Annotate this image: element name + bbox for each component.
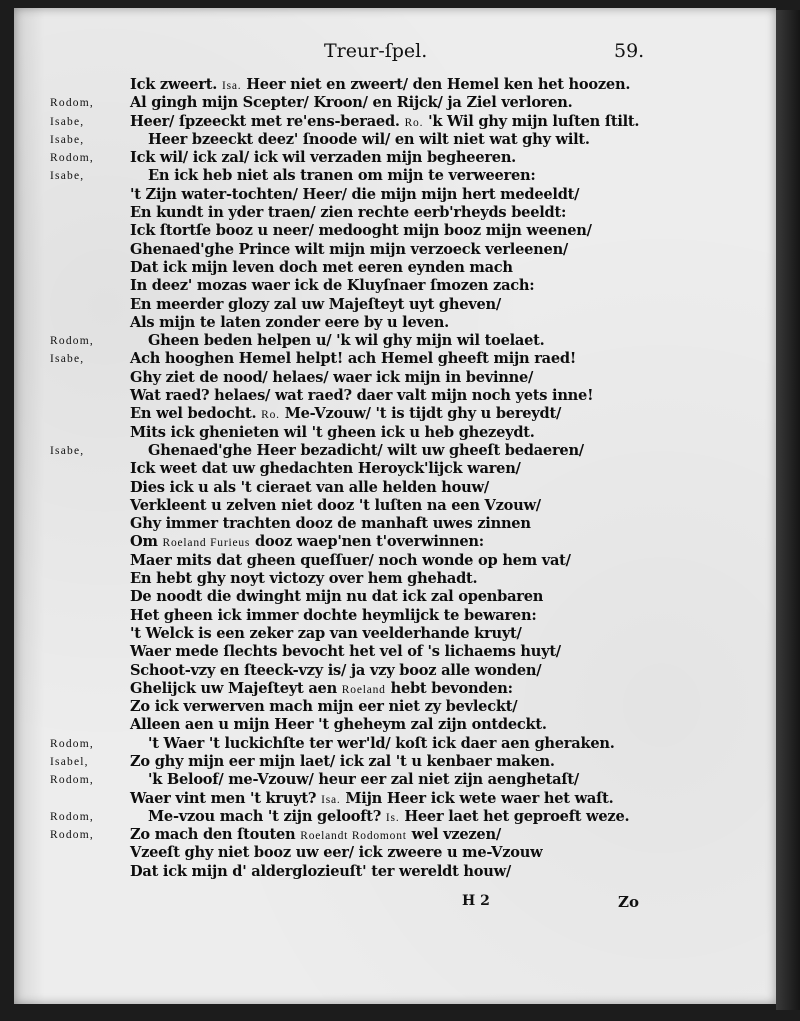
- inline-name: Isa.: [221, 80, 242, 92]
- verse-text-continued: Mijn Heer ick wete waer het waſt.: [345, 789, 614, 807]
- speaker-label: Rodom,: [50, 152, 94, 165]
- verse-line: [14, 588, 776, 606]
- verse-lines: [14, 76, 776, 881]
- verse-line: [14, 716, 776, 734]
- verse-text: [130, 424, 535, 442]
- verse-line: [14, 753, 776, 771]
- verse-text-continued: wel vzezen/: [411, 826, 501, 844]
- verse-text-main: De noodt die dwinght mijn nu dat ick zal openbaren: [130, 588, 544, 606]
- verse-text-main: In deez' mozas waer ick de Kluyſnaer ſmozen zach:: [130, 277, 535, 295]
- verse-text: [130, 497, 541, 515]
- verse-text-main: Mits ick ghenieten wil 't gheen ick u heb ghezeydt.: [130, 423, 535, 441]
- verse-text-continued: Heer niet en zweert/ den Hemel ken het hoozen.: [246, 76, 631, 93]
- verse-text-continued: dooz waep'nen t'overwinnen:: [255, 533, 484, 551]
- verse-text-main: 't Zijn water-tochten/ Heer/ die mijn mijn hert medeeldt/: [130, 185, 580, 203]
- verse-text-main: En wel bedocht.: [130, 405, 257, 423]
- verse-text: [130, 369, 533, 387]
- verse-text-main: Als mijn te laten zonder eere by u leven.: [130, 313, 449, 331]
- verse-text: [130, 76, 630, 95]
- verse-text: [148, 442, 584, 460]
- verse-text-main: Vzeeſt ghy niet booz uw eer/ ick zweere u me-Vzouw: [130, 844, 543, 862]
- verse-text-main: Al gingh mijn Scepter/ Kroon/ en Rijck/ ja Ziel verloren.: [130, 94, 573, 112]
- verse-text: [130, 204, 566, 222]
- verse-text: [130, 552, 571, 570]
- speaker-label: Rodom,: [50, 774, 94, 787]
- verse-text: [148, 771, 579, 789]
- verse-text: [130, 350, 576, 368]
- verse-text: [130, 625, 522, 643]
- inline-name: Isa.: [321, 793, 341, 806]
- verse-text-main: 't Welck is een zeker zap van veelderhande kruyt/: [130, 624, 522, 642]
- verse-text-main: Waer mede ſlechts bevocht het vel of 's lichaems huyt/: [130, 643, 561, 661]
- verse-line: [14, 625, 776, 643]
- verse-text-main: Wat raed? helaes/ wat raed? daer valt mijn noch yets inne!: [130, 387, 594, 405]
- verse-text-main: Zo mach den ſtouten: [130, 826, 296, 844]
- verse-text-main: Heer/ ſpzeeckt met re'ens-beraed.: [130, 112, 400, 130]
- verse-line: [14, 424, 776, 442]
- verse-line: [14, 479, 776, 497]
- verse-text-continued: Heer laet het geproeft weze.: [404, 807, 630, 825]
- verse-line: [14, 698, 776, 716]
- inline-name: Ro.: [404, 116, 424, 129]
- verse-text-main: En ick heb niet als tranen om mijn te verweeren:: [148, 167, 536, 185]
- verse-text-main: Ghy immer trachten dooz de manhaft uwes zinnen: [130, 515, 531, 533]
- verse-text: [130, 296, 501, 314]
- verse-text-main: Schoot-vzy en ſteeck-vzy is/ ja vzy booz alle wonden/: [130, 661, 542, 679]
- verse-text-continued: 'k Wil ghy mijn luſten ſtilt.: [428, 112, 640, 130]
- verse-line: [14, 863, 776, 881]
- verse-line: [14, 314, 776, 332]
- verse-line: [14, 296, 776, 314]
- verse-text: [130, 113, 639, 132]
- speaker-label: Rodom,: [50, 335, 94, 348]
- inline-name: Ro.: [261, 409, 280, 422]
- verse-text: [130, 94, 572, 112]
- verse-text: [130, 716, 547, 734]
- verse-line: [14, 405, 776, 423]
- verse-line: [14, 771, 776, 789]
- verse-line: [14, 259, 776, 277]
- verse-text-main: Zo ick verwerven mach mijn eer niet zy bevleckt/: [130, 698, 518, 716]
- verse-text: [130, 259, 513, 277]
- verse-text-main: En meerder glozy zal uw Majeſteyt uyt gheven/: [130, 295, 501, 313]
- verse-text: [148, 167, 536, 185]
- verse-text-main: Alleen aen u mijn Heer 't gheheym zal zijn ontdeckt.: [130, 716, 547, 734]
- speaker-label: Isabe,: [50, 133, 85, 146]
- verse-line: [14, 241, 776, 259]
- verse-line: [14, 149, 776, 167]
- verse-line: [14, 442, 776, 460]
- verse-text-main: Waer vint men 't kruyt?: [130, 789, 317, 807]
- verse-text-main: 'k Beloof/ me-Vzouw/ heur eer zal niet zijn aenghetaſt/: [148, 771, 579, 789]
- page-number: 59.: [614, 40, 645, 62]
- verse-text-main: Me-vzou mach 't zijn gelooft?: [148, 807, 382, 825]
- verse-text-main: Ghenaed'ghe Prince wilt mijn mijn verzoeck verleenen/: [130, 240, 569, 258]
- inline-name: Roeland: [341, 683, 386, 696]
- verse-text-main: Ick wil/ ick zal/ ick wil verzaden mijn begheeren.: [130, 149, 517, 167]
- verse-line: [14, 552, 776, 570]
- verse-line: [14, 735, 776, 753]
- verse-text: [130, 607, 536, 625]
- signature-mark: H 2: [462, 893, 490, 909]
- verse-text: [130, 460, 521, 478]
- verse-line: [14, 460, 776, 478]
- speaker-label: Rodom,: [50, 97, 94, 110]
- catchword: Zo: [618, 893, 639, 911]
- verse-line: [14, 662, 776, 680]
- speaker-label: Isabe,: [50, 115, 85, 128]
- speaker-label: Rodom,: [50, 737, 94, 750]
- verse-line: [14, 277, 776, 295]
- verse-text: [130, 588, 543, 606]
- inline-name: Roelandt Rodomont: [300, 830, 407, 843]
- verse-text-continued: hebt bevonden:: [390, 679, 513, 697]
- verse-text-main: Gheen beden helpen u/ 'k wil ghy mijn wil toelaet.: [148, 332, 545, 350]
- verse-text-main: Ick weet dat uw ghedachten Heroyck'lijck waren/: [130, 460, 521, 478]
- verse-line: [14, 680, 776, 698]
- speaker-label: Isabe,: [50, 444, 85, 457]
- verse-text-main: Om: [130, 533, 158, 551]
- verse-text-main: En kundt in yder traen/ zien rechte eerb'rheyds beeldt:: [130, 204, 567, 222]
- verse-text-main: Zo ghy mijn eer mijn laet/ ick zal 't u kenbaer maken.: [130, 752, 555, 770]
- verse-text-main: Heer bzeeckt deez' ſnoode wil/ en wilt niet wat ghy wilt.: [148, 130, 590, 148]
- verse-text: [130, 844, 542, 862]
- verse-text: [130, 753, 555, 771]
- verse-line: [14, 222, 776, 240]
- verse-text: [130, 149, 516, 167]
- verse-text: [130, 314, 449, 332]
- verse-line: [14, 808, 776, 826]
- verse-text-main: Dat ick mijn leven doch met eeren eynden mach: [130, 258, 513, 276]
- verse-text: [148, 735, 615, 753]
- verse-text: [148, 332, 544, 350]
- verse-line: [14, 844, 776, 862]
- verse-line: [14, 332, 776, 350]
- speaker-label: Isabe,: [50, 353, 85, 366]
- verse-text: [148, 131, 590, 149]
- speaker-label: Isabe,: [50, 170, 85, 183]
- verse-line: [14, 113, 776, 131]
- verse-line: [14, 131, 776, 149]
- verse-text: [130, 387, 593, 405]
- verse-line: [14, 790, 776, 808]
- verse-text: [130, 277, 534, 295]
- speaker-label: Isabel,: [50, 755, 89, 768]
- verse-line: [14, 94, 776, 112]
- verse-text: [130, 241, 568, 259]
- verse-text-main: Ick zweert.: [130, 76, 218, 93]
- verse-text: [130, 186, 579, 204]
- verse-text: [130, 680, 513, 699]
- verse-text-main: En hebt ghy noyt victozy over hem ghehadt.: [130, 570, 478, 588]
- verse-line: [14, 515, 776, 533]
- verse-line: [14, 369, 776, 387]
- verse-text: [130, 863, 511, 881]
- verse-line: [14, 387, 776, 405]
- verse-text-main: Ghenaed'ghe Heer bezadicht/ wilt uw gheeſt bedaeren/: [148, 441, 584, 459]
- verse-text-main: Het gheen ick immer dochte heymlijck te bewaren:: [130, 606, 537, 624]
- verse-text-main: Maer mits dat gheen queſſuer/ noch wonde op hem vat/: [130, 551, 571, 569]
- verse-text: [130, 515, 531, 533]
- verse-text-main: Ick ſtortſe booz u neer/ medooght mijn booz mijn weenen/: [130, 222, 592, 240]
- speaker-label: Rodom,: [50, 829, 94, 842]
- verse-text: [130, 222, 592, 240]
- verse-text: [130, 570, 477, 588]
- verse-text: [148, 808, 629, 827]
- verse-text: [130, 826, 501, 845]
- verse-text-main: Ghelijck uw Majeſteyt aen: [130, 679, 337, 697]
- verse-line: [14, 533, 776, 551]
- verse-line: [14, 204, 776, 222]
- running-head-title: Treur-ſpel.: [324, 40, 428, 62]
- verse-text: [130, 698, 517, 716]
- verse-text: [130, 479, 489, 497]
- verse-text-main: Ach hooghen Hemel helpt! ach Hemel gheeft mijn raed!: [130, 350, 577, 368]
- verse-line: [14, 76, 776, 94]
- verse-line: [14, 826, 776, 844]
- verse-text-continued: Me-Vzouw/ 't is tijdt ghy u bereydt/: [284, 405, 562, 423]
- verse-line: [14, 167, 776, 185]
- verse-text-main: 't Waer 't luckichſte ter wer'ld/ koſt ick daer aen gheraken.: [148, 734, 615, 752]
- verse-line: [14, 570, 776, 588]
- inline-name: Roeland Furieus: [162, 537, 251, 550]
- verse-text: [130, 533, 484, 552]
- verse-text-main: Dat ick mijn d' alderglozieuſt' ter wereldt houw/: [130, 862, 512, 880]
- speaker-label: Rodom,: [50, 810, 94, 823]
- verse-text-main: Verkleent u zelven niet dooz 't luſten na een Vzouw/: [130, 496, 541, 514]
- book-edge: [776, 10, 800, 1010]
- verse-text-main: Ghy ziet de nood/ helaes/ waer ick mijn in bevinne/: [130, 368, 534, 386]
- verse-text: [130, 643, 561, 661]
- book-page: [14, 8, 776, 1004]
- verse-text: [130, 662, 541, 680]
- verse-text-main: Dies ick u als 't cieraet van alle helden houw/: [130, 478, 489, 496]
- verse-text: [130, 790, 613, 809]
- verse-text: [130, 405, 561, 424]
- verse-line: [14, 350, 776, 368]
- verse-line: [14, 497, 776, 515]
- verse-line: [14, 643, 776, 661]
- verse-line: [14, 186, 776, 204]
- verse-line: [14, 607, 776, 625]
- inline-name: Is.: [385, 811, 400, 824]
